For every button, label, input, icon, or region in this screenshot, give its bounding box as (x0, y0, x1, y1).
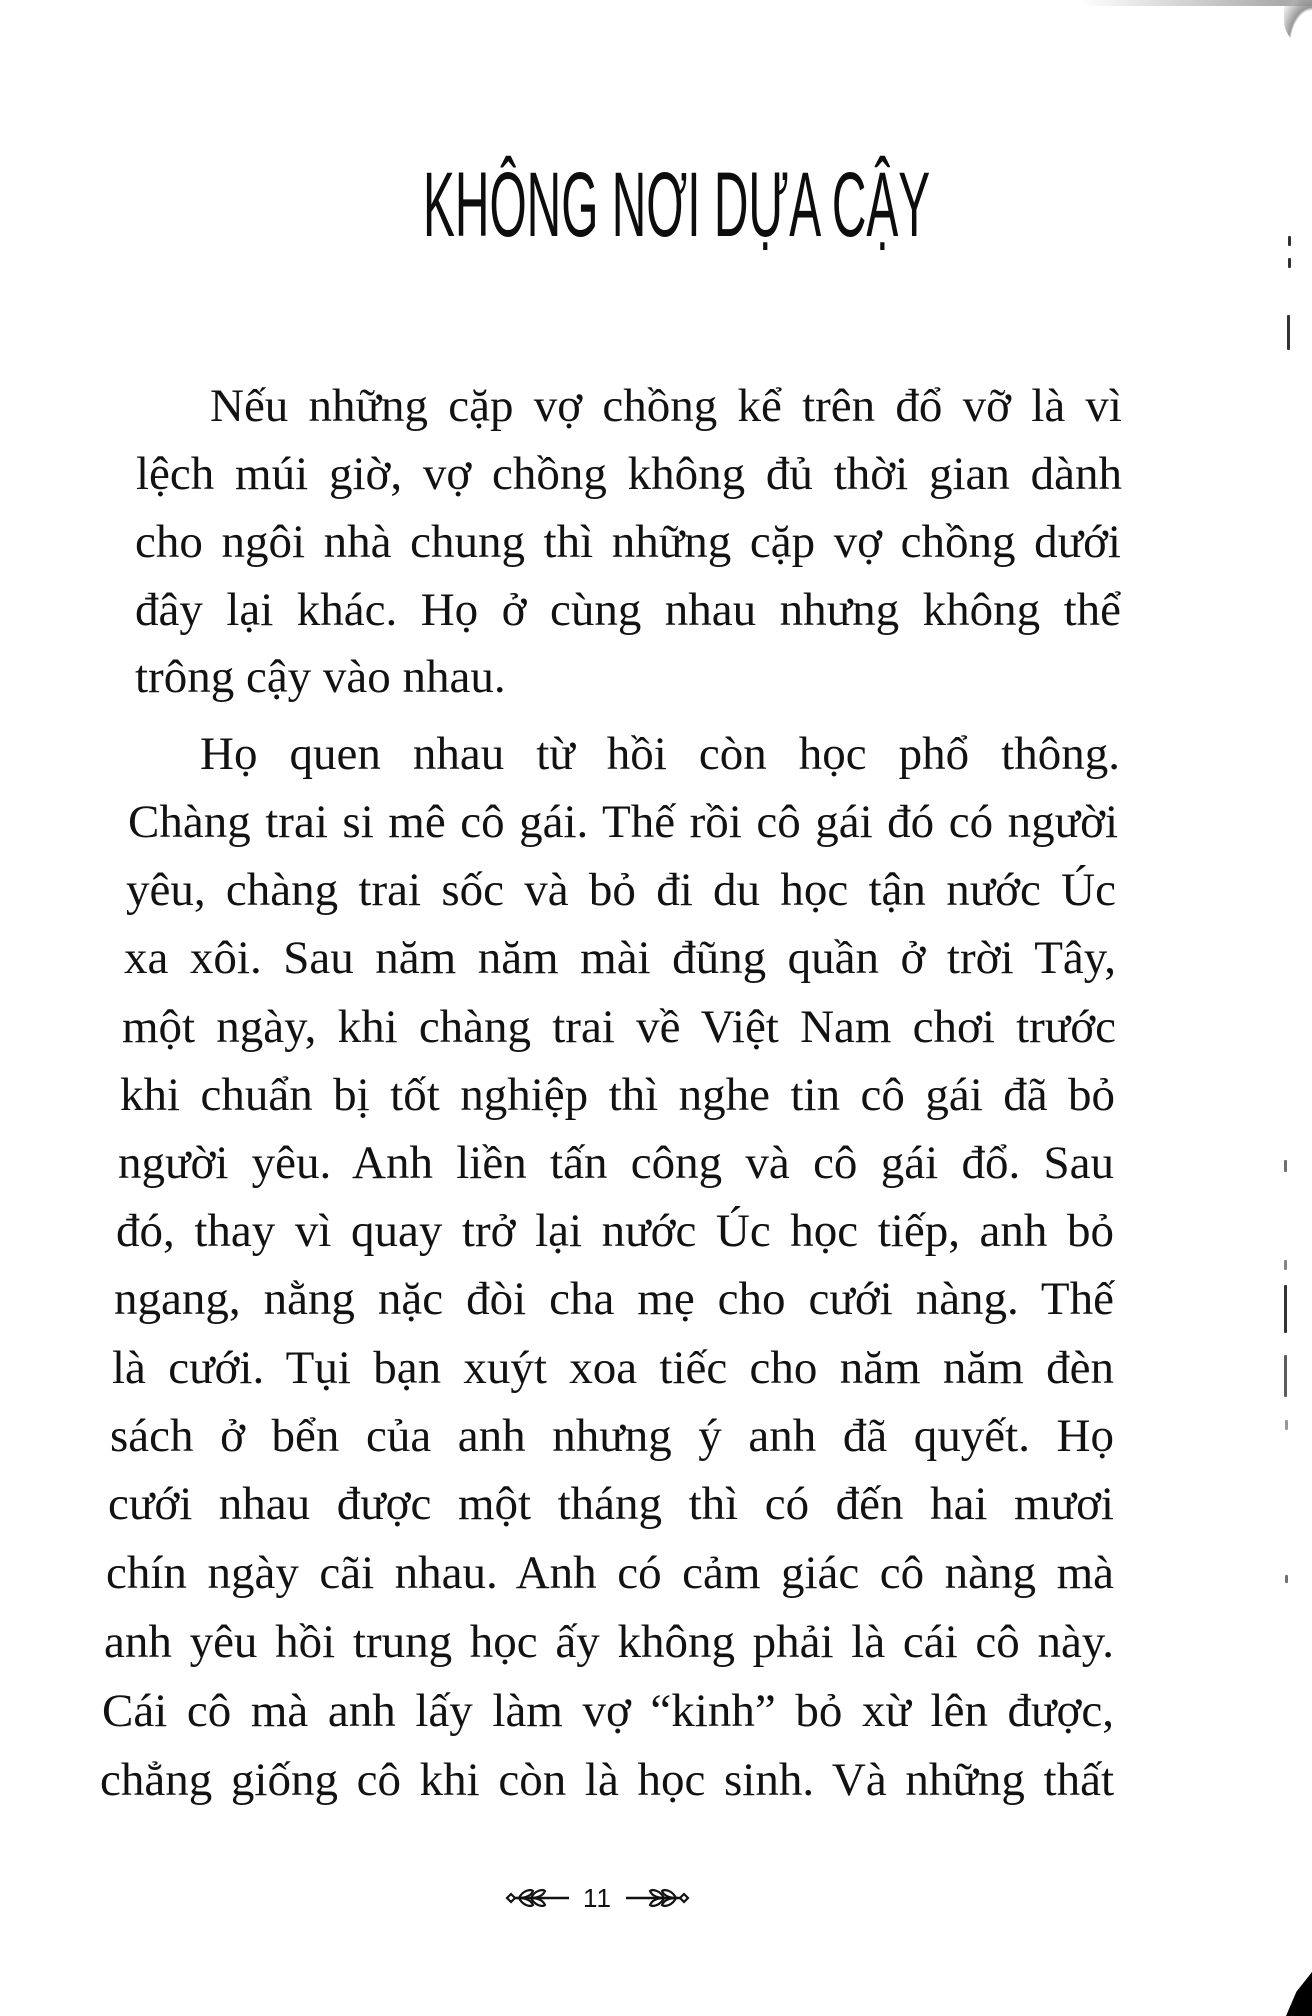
page-number: 11 (583, 1883, 612, 1913)
text-line: cho ngôi nhà chung thì những cặp vợ chồng dưới (135, 516, 1121, 568)
text-line: ngang, nằng nặc đòi cha mẹ cho cưới nàng. Thế (114, 1273, 1114, 1325)
text-line: đó, thay vì quay trở lại nước Úc học tiếp, anh bỏ (116, 1205, 1114, 1257)
text-line: lệch múi giờ, vợ chồng không đủ thời gian dành (136, 448, 1122, 500)
text-line: cưới nhau được một tháng thì có đến hai mươi (108, 1478, 1114, 1530)
text-line: Cái cô mà anh lấy làm vợ “kinh” bỏ xừ lên được, (102, 1685, 1114, 1737)
text-line: sách ở bển của anh nhưng ý anh đã quyết. Họ (110, 1410, 1114, 1462)
leaf-sprig-right-icon (624, 1886, 690, 1910)
text-line: khi chuẩn bị tốt nghiệp thì nghe tin cô gái đã bỏ (120, 1069, 1115, 1121)
text-line: xa xôi. Sau năm năm mài đũng quần ở trời Tây, (124, 932, 1116, 984)
text-line: một ngày, khi chàng trai về Việt Nam chơi trước (122, 1001, 1116, 1053)
text-line: trông cậy vào nhau. (135, 651, 506, 703)
text-line: Nếu những cặp vợ chồng kể trên đổ vỡ là vì (210, 380, 1122, 432)
text-line: chẳng giống cô khi còn là học sinh. Và những thất (100, 1754, 1114, 1806)
chapter-title: KHÔNG NƠI DỰA CẬY (423, 154, 931, 256)
text-line: chín ngày cãi nhau. Anh có cảm giác cô nàng mà (106, 1547, 1114, 1599)
text-line: đây lại khác. Họ ở cùng nhau nhưng không thể (135, 584, 1121, 636)
leaf-sprig-left-icon (505, 1886, 571, 1910)
text-line: Họ quen nhau từ hồi còn học phổ thông. (200, 728, 1120, 780)
text-line: người yêu. Anh liền tấn công và cô gái đổ. Sau (118, 1137, 1114, 1189)
page-number-footer (505, 1880, 690, 1916)
text-line: Chàng trai si mê cô gái. Thế rồi cô gái đó có người (128, 796, 1118, 848)
text-line: yêu, chàng trai sốc và bỏ đi du học tận nước Úc (126, 864, 1116, 916)
text-line: anh yêu hồi trung học ấy không phải là cái cô này. (104, 1616, 1114, 1668)
text-line: là cưới. Tụi bạn xuýt xoa tiếc cho năm năm đèn (112, 1342, 1114, 1394)
